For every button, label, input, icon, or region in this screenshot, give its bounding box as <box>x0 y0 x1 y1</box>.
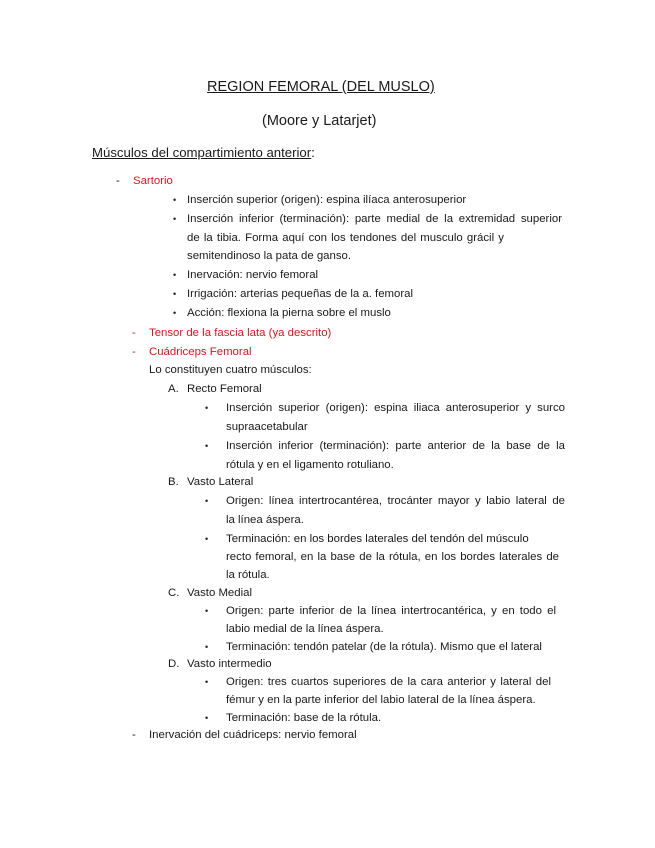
bullet-icon: • <box>173 289 177 299</box>
muscle-recto-femoral: Recto Femoral <box>187 383 262 395</box>
list-item: Origen: línea intertrocantérea, trocánter mayor y labio lateral de <box>226 495 565 507</box>
list-item: Terminación: tendón patelar (de la rótula). Mismo que el lateral <box>226 641 542 653</box>
bullet-icon: • <box>205 642 209 652</box>
bullet-icon: • <box>173 195 177 205</box>
list-item: Irrigación: arterias pequeñas de la a. femoral <box>187 288 414 300</box>
list-item: Inserción superior (origen): espina iliaca anterosuperior y surco <box>226 402 565 414</box>
list-item: la línea áspera. <box>226 514 304 526</box>
bullet-icon: • <box>173 308 177 318</box>
list-letter: B. <box>168 476 179 488</box>
list-item: recto femoral, en la base de la rótula, en los bordes laterales de <box>226 551 559 563</box>
list-item: de la tibia. Forma aquí con los tendones del musculo grácil y <box>187 232 504 244</box>
bullet-icon: • <box>173 270 177 280</box>
list-item: Terminación: en los bordes laterales del tendón del músculo <box>226 533 529 545</box>
list-item: semitendinoso la pata de ganso. <box>187 250 352 262</box>
list-item: Inserción inferior (terminación): parte medial de la extremidad superior <box>187 213 562 225</box>
list-item: Inserción superior (origen): espina ilíaca anterosuperior <box>187 194 467 206</box>
section-heading-colon: : <box>311 145 315 160</box>
bullet-icon: • <box>205 403 209 413</box>
page-title: REGION FEMORAL (DEL MUSLO) <box>207 79 435 95</box>
muscle-cuadriceps-label: Cuádriceps Femoral <box>149 346 252 358</box>
list-item: Terminación: base de la rótula. <box>226 712 382 724</box>
list-dash: - <box>132 346 136 358</box>
section-heading <box>92 145 315 160</box>
muscle-vasto-lateral: Vasto Lateral <box>187 476 254 488</box>
list-dash: - <box>132 729 136 741</box>
page-subtitle: (Moore y Latarjet) <box>262 113 377 129</box>
list-item: fémur y en la parte inferior del labio lateral de la línea áspera. <box>226 694 536 706</box>
list-letter: C. <box>168 587 180 599</box>
bullet-icon: • <box>205 534 209 544</box>
list-item: la rótula. <box>226 569 270 581</box>
list-dash: - <box>116 175 120 187</box>
bullet-icon: • <box>205 441 209 451</box>
muscle-tensor-label: Tensor de la fascia lata (ya descrito) <box>149 327 332 339</box>
list-item: Origen: parte inferior de la línea intertrocantérica, y en todo el <box>226 605 556 617</box>
list-item: Origen: tres cuartos superiores de la cara anterior y lateral del <box>226 676 551 688</box>
list-item: rótula y en el ligamento rotuliano. <box>226 459 394 471</box>
list-item: labio medial de la línea áspera. <box>226 623 384 635</box>
list-dash: - <box>132 327 136 339</box>
list-item: Inserción inferior (terminación): parte anterior de la base de la <box>226 440 565 452</box>
muscle-sartorio-label: Sartorio <box>133 175 173 187</box>
bullet-icon: • <box>205 677 209 687</box>
inervacion-cuadriceps: Inervación del cuádriceps: nervio femoral <box>149 729 357 741</box>
muscle-vasto-intermedio: Vasto intermedio <box>187 658 272 670</box>
list-item: supraacetabular <box>226 421 308 433</box>
list-letter: D. <box>168 658 180 670</box>
bullet-icon: • <box>205 606 209 616</box>
bullet-icon: • <box>205 496 209 506</box>
list-item: Inervación: nervio femoral <box>187 269 319 281</box>
bullet-icon: • <box>173 214 177 224</box>
list-letter: A. <box>168 383 179 395</box>
list-item: Acción: flexiona la pierna sobre el muslo <box>187 307 391 319</box>
bullet-icon: • <box>205 713 209 723</box>
cuadriceps-intro: Lo constituyen cuatro músculos: <box>149 364 312 376</box>
muscle-vasto-medial: Vasto Medial <box>187 587 253 599</box>
section-heading-text: Músculos del compartimiento anterior <box>92 145 312 160</box>
